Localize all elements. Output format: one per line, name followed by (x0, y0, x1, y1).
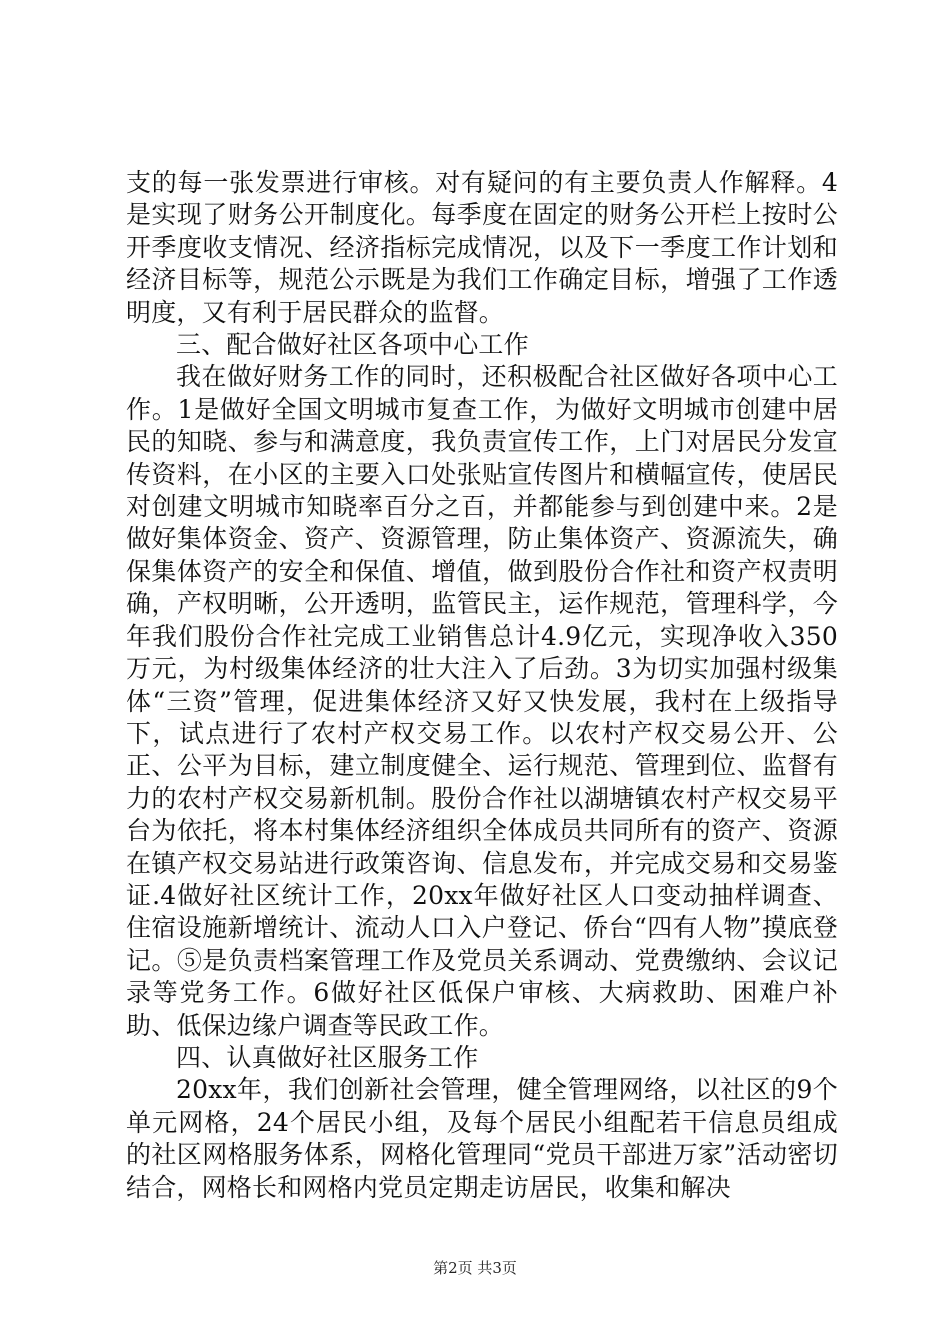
document-body (126, 167, 838, 1204)
section-heading-3: 三、配合做好社区各项中心工作 (176, 330, 529, 360)
paragraph-section-3: 我在做好财务工作的同时，还积极配合社区做好各项中心工作。1是做好全国文明城市复查工作，为做好文明城市创建中居民的知晓、参与和满意度，我负责宣传工作，上门对居民分发宣传资料，在小区的主要入口处张贴宣传图片和横幅宣传，使居民对创建文明城市知晓率百分之百，并都能参与到创建中来。2是做好集体资金、资产、资源管理，防止集体资产、资源流失，确保集体资产的安全和保值、增值，做到股份合作社和资产权责明确，产权明晰，公开透明，监管民主，运作规范，管理科学，今年我们股份合作社完成工业销售总计4.9亿元，实现净收入350万元，为村级集体经济的壮大注入了后劲。3为切实加强村级集体“三资”管理，促进集体经济又好又快发展，我村在上级指导下，试点进行了农村产权交易工作。以农村产权交易公开、公正、公平为目标，建立制度健全、运行规范、管理到位、监督有力的农村产权交易新机制。股份合作社以湖塘镇农村产权交易平台为依托，将本村集体经济组织全体成员共同所有的资产、资源在镇产权交易站进行政策咨询、信息发布，并完成交易和交易鉴证.4做好社区统计工作，20xx年做好社区人口变动抽样调查、住宿设施新增统计、流动人口入户登记、侨台“四有人物”摸底登记。⑤是负责档案管理工作及党员关系调动、党费缴纳、会议记录等党务工作。6做好社区低保户审核、大病救助、困难户补助、低保边缘户调查等民政工作。 (126, 362, 838, 1040)
section-heading-4: 四、认真做好社区服务工作 (176, 1042, 479, 1072)
page-footer: 第2页 共3页 (433, 1259, 517, 1277)
paragraph-section-4: 20xx年，我们创新社会管理，健全管理网络，以社区的9个单元网格，24个居民小组，及每个居民小组配若干信息员组成的社区网格服务体系，网格化管理同“党员干部进万家”活动密切结合，网格长和网格内党员定期走访居民，收集和解决 (126, 1075, 838, 1202)
paragraph-continuation: 支的每一张发票进行审核。对有疑问的有主要负责人作解释。4是实现了财务公开制度化。每季度在固定的财务公开栏上按时公开季度收支情况、经济指标完成情况，以及下一季度工作计划和经济目标等，规范公示既是为我们工作确定目标，增强了工作透明度，又有利于居民群众的监督。 (126, 168, 838, 327)
